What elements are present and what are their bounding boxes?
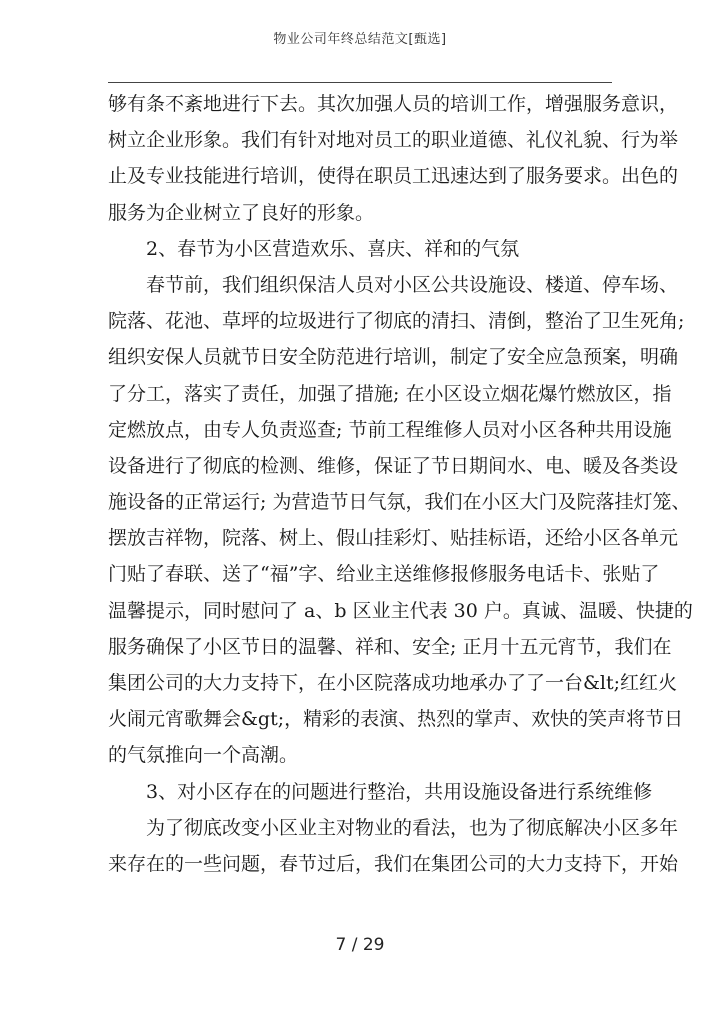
text-line: 够有条不紊地进行下去。其次加强人员的培训工作，增强服务意识， — [108, 93, 679, 115]
page-header-title: 物业公司年终总结范文[甄选] — [273, 32, 447, 47]
text-line: 施设备的正常运行; 为营造节日气氛，我们在小区大门及院落挂灯笼、 — [108, 491, 691, 514]
text-line: 2、春节为小区营造欢乐、喜庆、祥和的气氛 — [146, 237, 520, 260]
text-line: 集团公司的大力支持下，在小区院落成功地承办了了一台&lt;红红火 — [108, 672, 678, 694]
text-line: 摆放吉祥物，院落、树上、假山挂彩灯、贴挂标语，还给小区各单元 — [108, 527, 679, 550]
document-body — [108, 86, 693, 882]
text-line: 止及专业技能进行培训，使得在职员工迅速达到了服务要求。出色的 — [108, 165, 679, 188]
text-line: 来存在的一些问题，春节过后，我们在集团公司的大力支持下，开始 — [108, 852, 679, 875]
text-line: 门贴了春联、送了“福”字、给业主送维修报修服务电话卡、张贴了 — [108, 563, 660, 586]
header-divider — [108, 82, 612, 83]
text-line: 树立企业形象。我们有针对地对员工的职业道德、礼仪礼貌、行为举 — [108, 129, 679, 152]
text-line: 服务确保了小区节日的温馨、祥和、安全; 正月十五元宵节，我们在 — [108, 635, 672, 658]
text-line: 春节前，我们组织保洁人员对小区公共设施设、楼道、停车场、 — [146, 273, 679, 296]
text-line: 3、对小区存在的问题进行整治，共用设施设备进行系统维修 — [146, 780, 653, 803]
text-line: 设备进行了彻底的检测、维修，保证了节日期间水、电、暖及各类设 — [108, 454, 679, 477]
text-line: 火闹元宵歌舞会&gt;，精彩的表演、热烈的掌声、欢快的笑声将节日 — [108, 708, 684, 731]
text-line: 的气氛推向一个高潮。 — [108, 744, 299, 767]
text-line: 组织安保人员就节日安全防范进行培训，制定了安全应急预案，明确 — [108, 346, 679, 369]
text-line: 温馨提示，同时慰问了 a、b 区业主代表 30 户。真诚、温暖、快捷的 — [108, 599, 693, 622]
text-line: 定燃放点，由专人负责巡查; 节前工程维修人员对小区各种共用设施 — [108, 418, 672, 441]
text-line: 院落、花池、草坪的垃圾进行了彻底的清扫、清倒，整治了卫生死角; — [108, 310, 685, 333]
text-line: 了分工，落实了责任，加强了措施; 在小区设立烟花爆竹燃放区，指 — [108, 382, 672, 405]
text-line: 服务为企业树立了良好的形象。 — [108, 201, 375, 224]
text-line: 为了彻底改变小区业主对物业的看法，也为了彻底解决小区多年 — [146, 816, 679, 839]
page-number: 7 / 29 — [335, 935, 385, 955]
